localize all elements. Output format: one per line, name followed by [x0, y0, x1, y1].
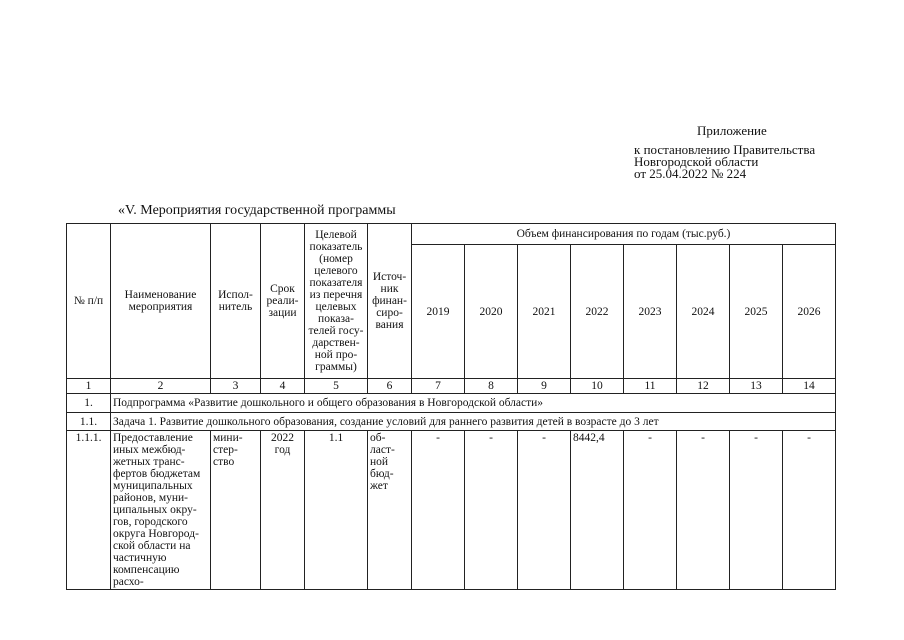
measure-source: об-ласт-ной бюд-жет	[368, 431, 412, 590]
column-number: 14	[783, 379, 836, 394]
subprogram-row	[67, 394, 836, 413]
col-header-executor: Испол-нитель	[211, 224, 261, 379]
task-title: Задача 1. Развитие дошкольного образования, создание условий для раннего развития детей в возрасте до 3 лет	[111, 413, 836, 431]
column-number: 12	[677, 379, 730, 394]
task-row	[67, 413, 836, 431]
column-number: 9	[518, 379, 571, 394]
column-number: 11	[624, 379, 677, 394]
funding-2022: 8442,4	[571, 431, 624, 590]
funding-2020: -	[465, 431, 518, 590]
column-number: 2	[111, 379, 211, 394]
subprogram-number: 1.	[67, 394, 111, 413]
section-title: «V. Мероприятия государственной программы	[118, 203, 396, 218]
measure-term: 2022 год	[261, 431, 305, 590]
funding-2024: -	[677, 431, 730, 590]
funding-2026: -	[783, 431, 836, 590]
decree-line: к постановлению Правительства	[634, 142, 816, 157]
year-header: 2024	[677, 245, 730, 379]
column-number: 4	[261, 379, 305, 394]
col-header-name: Наименование мероприятия	[111, 224, 211, 379]
column-number: 1	[67, 379, 111, 394]
col-header-num: № п/п	[67, 224, 111, 379]
column-number: 6	[368, 379, 412, 394]
funding-2025: -	[730, 431, 783, 590]
column-number: 10	[571, 379, 624, 394]
header-row-1	[67, 224, 836, 245]
subprogram-title: Подпрограмма «Развитие дошкольного и общего образования в Новгородской области»	[111, 394, 836, 413]
measure-name: Предоставление иных межбюд-жетных транс-фертов бюджетам муниципальных районов, муни-ципальных окру-гов, городского округа Новгород-ской области на частичную компенсацию расхо-	[111, 431, 211, 590]
year-header: 2022	[571, 245, 624, 379]
year-header: 2025	[730, 245, 783, 379]
year-header: 2021	[518, 245, 571, 379]
column-number: 13	[730, 379, 783, 394]
measure-number: 1.1.1.	[67, 431, 111, 590]
col-header-target: Целевой показатель (номер целевого показателя из перечня целевых показа-телей госу-дарствен-ной про-граммы)	[305, 224, 368, 379]
region-line: Новгородской области	[634, 154, 759, 169]
funding-2019: -	[412, 431, 465, 590]
appendix-label: Приложение	[697, 123, 767, 138]
col-header-funding: Объем финансирования по годам (тыс.руб.)	[412, 224, 836, 245]
col-header-term: Срок реали-зации	[261, 224, 305, 379]
column-number: 3	[211, 379, 261, 394]
funding-2021: -	[518, 431, 571, 590]
decree-date-line: от 25.04.2022 № 224	[634, 166, 747, 181]
column-number: 7	[412, 379, 465, 394]
year-header: 2026	[783, 245, 836, 379]
funding-2023: -	[624, 431, 677, 590]
year-header: 2019	[412, 245, 465, 379]
year-header: 2023	[624, 245, 677, 379]
column-number: 5	[305, 379, 368, 394]
column-number-row	[67, 379, 836, 394]
program-measures-table	[66, 223, 836, 590]
task-number: 1.1.	[67, 413, 111, 431]
measure-target: 1.1	[305, 431, 368, 590]
measure-executor: мини-стер-ство	[211, 431, 261, 590]
year-header: 2020	[465, 245, 518, 379]
table-row	[67, 431, 836, 590]
column-number: 8	[465, 379, 518, 394]
col-header-source: Источ-ник финан-сиро-вания	[368, 224, 412, 379]
